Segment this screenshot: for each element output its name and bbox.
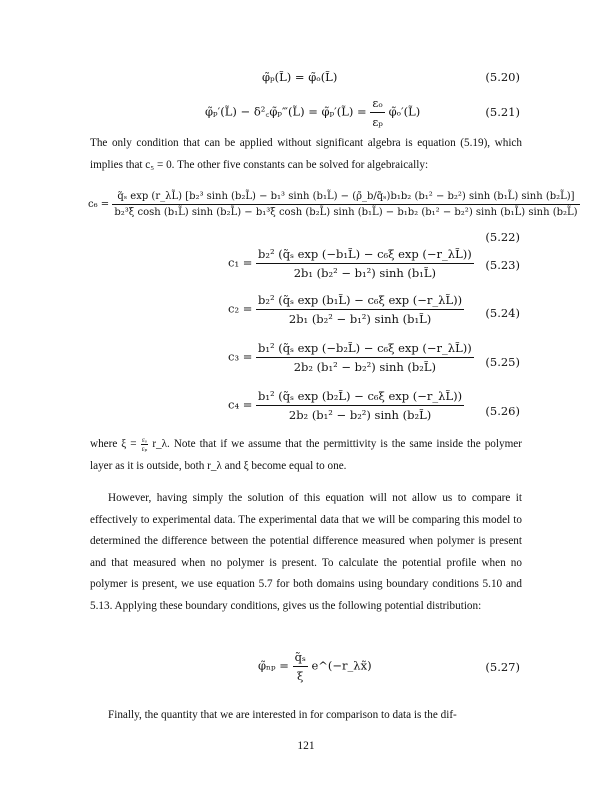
- paragraph-text: [90, 434, 522, 477]
- equation-5-26: [228, 389, 464, 422]
- fraction-denominator: 2b₂ (b₁² − b₂²) sinh (b₂L̃): [293, 360, 437, 374]
- fraction-numerator: εₒ: [370, 96, 385, 113]
- equation-5-24: [228, 293, 464, 326]
- equation-body: φ̃ₚ(L̃) = φ̃ₒ(L̃): [262, 70, 338, 84]
- text-fragment: r_λ. Note that if we assume that the permittivity is the same inside the polymer layer as it is outside, both r_λ and ξ become equal to one.: [90, 438, 522, 472]
- equation-lhs: c₆ =: [88, 199, 110, 210]
- fraction-numerator: q̃ₛ exp (r_λL̃) [b₂³ sinh (b₂L̃) − b₁³ sinh (b₁L̃) − (ρ̃_b/q̃ₛ)b₁b₂ (b₁² − b₂²) sinh (b₁L̃) sinh (b₂L̃)]: [112, 191, 579, 205]
- equation-rhs: φ̃ₒ′(L̃): [388, 104, 421, 119]
- page-number: 121: [297, 740, 315, 752]
- fraction-denominator: 2b₁ (b₂² − b₁²) sinh (b₁L̃): [293, 266, 437, 280]
- equation-number: (5.24): [485, 306, 520, 320]
- paragraph-text: Finally, the quantity that we are interested in for comparison to data is the dif-: [108, 709, 457, 721]
- equation-5-25: [228, 341, 474, 374]
- fraction-numerator: b₂² (q̃ₛ exp (−b₁L̃) − c₆ξ exp (−r_λL̃)): [256, 247, 474, 264]
- equation-number: (5.23): [485, 258, 520, 272]
- equation-number: (5.25): [485, 355, 520, 369]
- fraction-denominator: εₚ: [141, 444, 148, 453]
- fraction-denominator: εₚ: [372, 115, 383, 129]
- paragraph: [90, 488, 522, 618]
- equation-number: (5.22): [485, 230, 520, 244]
- fraction: [112, 191, 579, 218]
- equation-rhs: e^(−r_λx̃): [311, 658, 372, 673]
- fraction: [256, 293, 464, 326]
- fraction: [256, 389, 464, 422]
- fraction: [293, 650, 308, 683]
- fraction-numerator: q̃ₛ: [293, 650, 308, 667]
- paragraph: [90, 705, 522, 727]
- paragraph-text: The only condition that can be applied without significant algebra is equation (5.19), which implies that c₅ = 0. The other five constants can be solved for algebraically:: [90, 137, 522, 171]
- fraction: [370, 96, 385, 129]
- fraction-denominator: 2b₂ (b₁² − b₂²) sinh (b₂L̃): [288, 408, 432, 422]
- paragraph: [90, 434, 522, 477]
- equation-number: (5.27): [485, 660, 520, 674]
- equation-number: (5.20): [485, 70, 520, 84]
- fraction-denominator: b₂³ξ cosh (b₁L̃) sinh (b₂L̃) − b₁³ξ cosh (b₂L̃) sinh (b₁L̃) − b₁b₂ (b₁² − b₂²) sinh (b₁L̃) sinh (b₂L̃): [114, 207, 578, 218]
- equation-lhs: c₃ =: [228, 349, 253, 364]
- inline-fraction: [141, 436, 149, 453]
- fraction-denominator: ξ: [297, 669, 304, 683]
- fraction-numerator: b₁² (q̃ₛ exp (b₂L̃) − c₆ξ exp (−r_λL̃)): [256, 389, 464, 406]
- equation-5-20: [262, 70, 337, 84]
- paragraph: [90, 133, 522, 176]
- equation-5-27: [258, 650, 372, 683]
- fraction-numerator: b₁² (q̃ₛ exp (−b₂L̃) − c₆ξ exp (−r_λL̃)): [256, 341, 474, 358]
- fraction: [256, 341, 474, 374]
- equation-5-21: [205, 96, 420, 129]
- paragraph-text: However, having simply the solution of this equation will not allow us to compare it effectively to experimental data. The experimental data that we will be comparing this model to determined the difference between the potential difference measured when polymer is present and that measured when no polymer is present. To calculate the potential profile when no polymer is present, we use equation 5.7 for both domains using boundary conditions 5.10 and 5.13. Applying these boundary conditions, gives us the following potential distribution:: [90, 492, 522, 612]
- fraction: [256, 247, 474, 280]
- equation-5-22: [88, 191, 580, 218]
- equation-number: (5.26): [485, 404, 520, 418]
- equation-lhs: φ̃ₚ′(L̃) − δ²꜀φ̃ₚ‴(L̃) = φ̃ₚ′(L̃) =: [205, 104, 367, 119]
- equation-lhs: φ̃ₙₚ =: [258, 658, 289, 673]
- equation-lhs: c₂ =: [228, 301, 253, 316]
- equation-lhs: c₁ =: [228, 255, 253, 270]
- fraction-denominator: 2b₁ (b₂² − b₁²) sinh (b₁L̃): [288, 312, 432, 326]
- equation-lhs: c₄ =: [228, 397, 253, 412]
- fraction-numerator: εₒ: [141, 435, 147, 444]
- equation-5-23: [228, 247, 474, 280]
- fraction-numerator: b₂² (q̃ₛ exp (b₁L̃) − c₆ξ exp (−r_λL̃)): [256, 293, 464, 310]
- text-fragment: where ξ =: [90, 438, 137, 450]
- equation-number: (5.21): [485, 105, 520, 119]
